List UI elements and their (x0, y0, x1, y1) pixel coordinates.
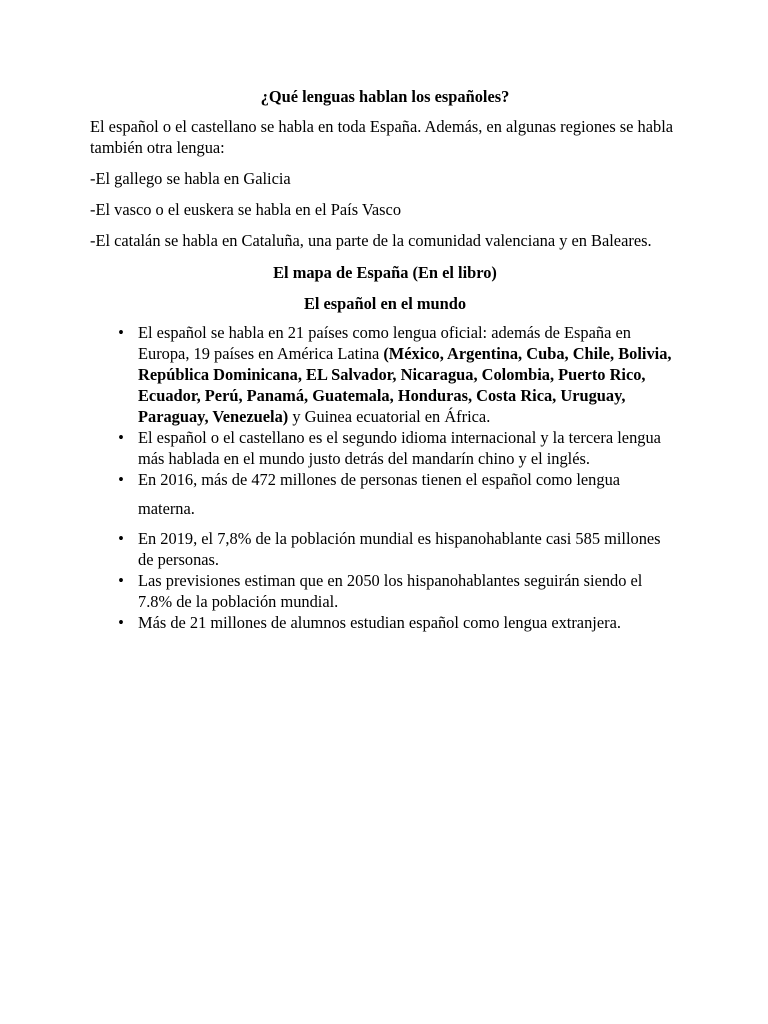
list-item (90, 427, 680, 469)
document-page (90, 86, 680, 633)
page-title: ¿Qué lenguas hablan los españoles? (260, 87, 510, 106)
facts-list (90, 322, 680, 633)
list-item (90, 469, 680, 519)
fact-text: En 2019, el 7,8% de la población mundial es hispanohablante casi 585 millones de personas. (138, 529, 661, 569)
fact-text-end: y Guinea ecuatorial en África. (288, 407, 491, 426)
countries-list: (México, Argentina, Cuba, Chile, Bolivia, República Dominicana, EL Salvador, Nicaragua, Colombia, Puerto Rico, Ecuador, Perú, Panamá, Guatemala, Honduras, Costa Rica, Uruguay, Paraguay, Venezuela) (138, 344, 672, 426)
fact-text: Más de 21 millones de alumnos estudian español como lengua extranjera. (138, 613, 621, 632)
world-heading: El español en el mundo (303, 294, 467, 313)
bullet-icon: • (118, 428, 124, 447)
language-catalan: -El catalán se habla en Cataluña, una parte de la comunidad valenciana y en Baleares. (90, 231, 652, 250)
language-basque: -El vasco o el euskera se habla en el País Vasco (90, 200, 402, 219)
bullet-icon: • (118, 470, 124, 489)
bullet-icon: • (118, 613, 124, 632)
fact-text: Las previsiones estiman que en 2050 los hispanohablantes seguirán siendo el 7.8% de la población mundial. (138, 571, 643, 611)
fact-text: El español se habla en 21 países como lengua oficial: además de España en Europa, 19 países en América Latina (138, 323, 631, 363)
fact-text: El español o el castellano es el segundo idioma internacional y la tercera lengua más hablada en el mundo justo detrás del mandarín chino y el inglés. (138, 428, 661, 468)
bullet-icon: • (118, 529, 124, 548)
list-item (90, 612, 680, 633)
list-item (90, 528, 680, 570)
fact-text-continuation: materna. (138, 499, 195, 518)
map-heading: El mapa de España (En el libro) (273, 263, 497, 282)
bullet-icon: • (118, 323, 124, 342)
fact-text: En 2016, más de 472 millones de personas tienen el español como lengua (138, 470, 621, 489)
bullet-icon: • (118, 571, 124, 590)
language-galician: -El gallego se habla en Galicia (90, 169, 291, 188)
list-item (90, 322, 680, 427)
list-item (90, 570, 680, 612)
intro-paragraph: El español o el castellano se habla en toda España. Además, en algunas regiones se habla también otra lengua: (90, 117, 674, 157)
